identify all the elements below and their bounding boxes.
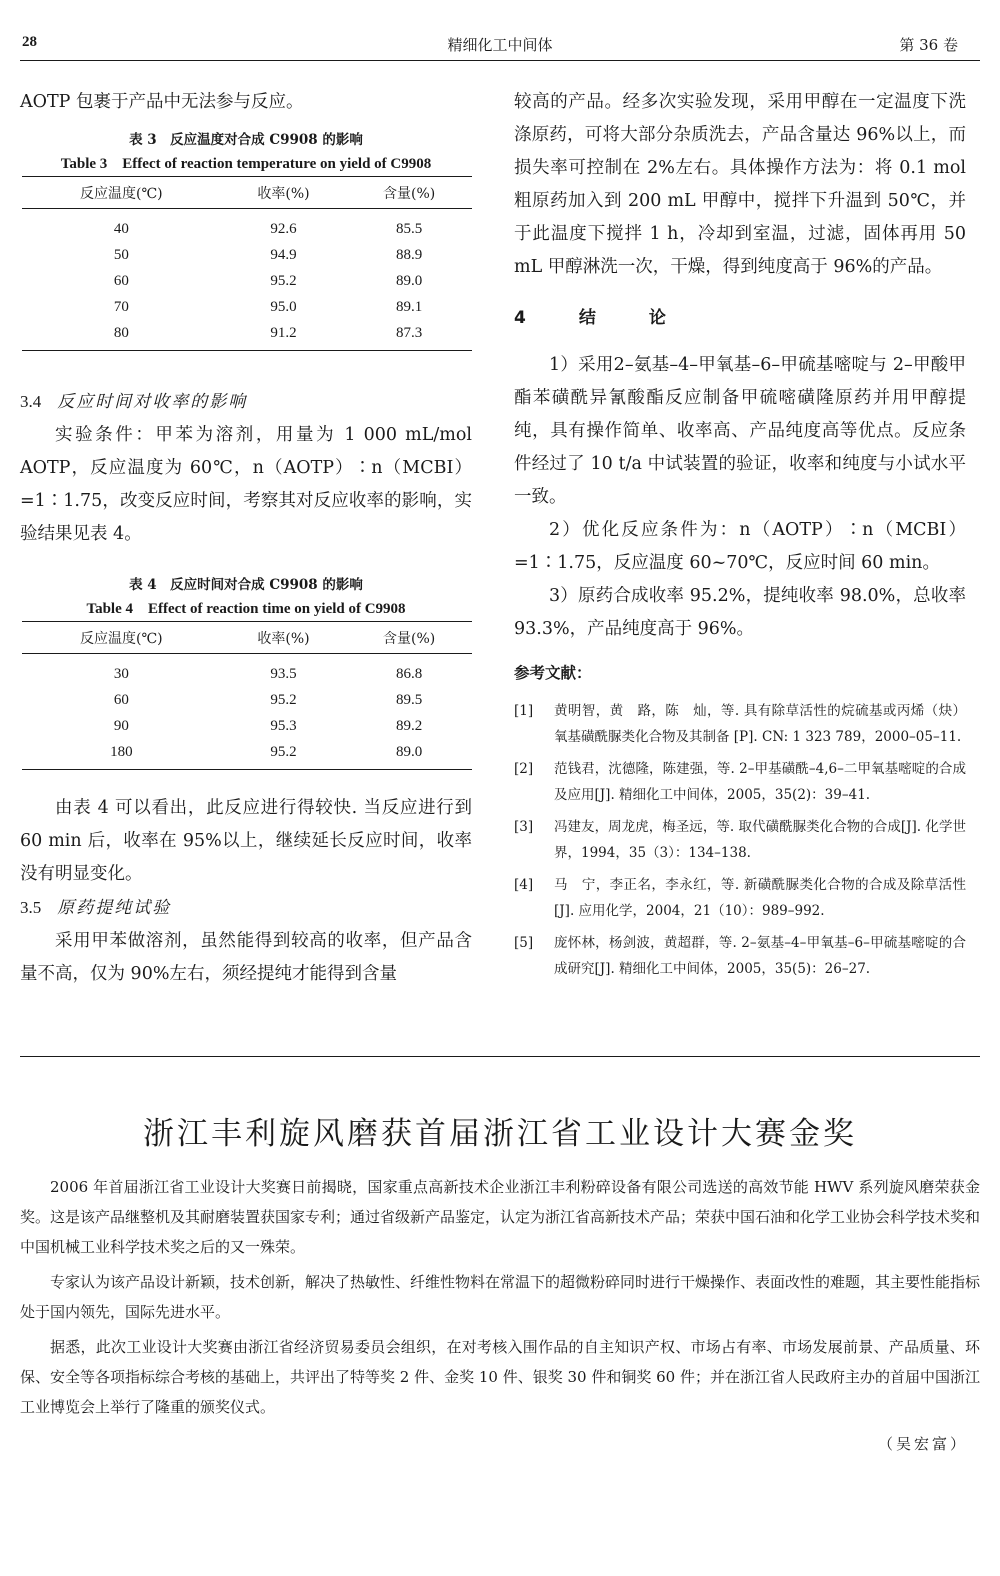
table3-header-temp: 反应温度(℃) [22,177,221,209]
table-cell: 90 [113,718,129,734]
table-cell: 89.0 [346,740,472,770]
section-3-5-number: 3.5 [20,898,42,917]
section-3-4-body: 实验条件：甲苯为溶剂，用量为 1 000 mL/mol AOTP，反应温度为 60℃，n（AOTP）∶n（MCBI）=1∶1.75，改变反应时间，考察其对反应收率的影响，实验结果见表 4。 [20,425,472,544]
conclusion-heading: 4 结 论 [514,308,684,328]
table-cell: 70 [113,299,129,315]
table-row [22,269,472,295]
reference-item [514,930,966,982]
section-3-4-number: 3.4 [20,392,42,411]
news-paragraph-3: 据悉，此次工业设计大奖赛由浙江省经济贸易委员会组织，在对考核入围作品的自主知识产权、市场占有率、市场发展前景、产品质量、环保、安全等各项指标综合考核的基础上，共评出了特等奖 2 件、金奖 10 件、银奖 30 件和铜奖 60 件；并在浙江省人民政府主办的首届中国浙江工业博览会上举行了隆重的颁奖仪式。 [20,1338,980,1416]
table-row [22,209,472,243]
table-cell: 95.0 [270,299,297,315]
table3-header-row [22,177,472,209]
reference-number: [3] [514,819,534,835]
conclusion-item-1: 1）采用2–氨基–4–甲氧基–6–甲硫基嘧啶与 2–甲酸甲酯苯磺酰异氰酸酯反应制备甲硫嘧磺隆原药并用甲醇提纯，具有操作简单、收率高、产品纯度高等优点。反应条件经过了 10 t/a 中试装置的验证，收率和纯度与小试水平一致。 [514,355,966,507]
conclusion-item-2: 2）优化反应条件为：n（AOTP）∶n（MCBI）=1∶1.75，反应温度 60~70℃，反应时间 60 min。 [514,520,966,573]
reference-item [514,814,966,866]
table-cell: 92.6 [270,221,297,238]
table-row [22,654,472,688]
table-cell: 95.3 [270,718,297,734]
page-number: 28 [22,34,37,50]
table4 [22,621,472,770]
table4-header-content: 含量(%) [346,622,472,654]
table-cell: 87.3 [346,321,472,351]
table-cell: 95.2 [270,273,297,289]
intro-line: AOTP 包裹于产品中无法参与反应。 [20,92,304,112]
table-cell: 95.2 [270,692,297,708]
table-cell: 89.1 [396,299,423,315]
reference-text: 范钱君，沈德隆，陈建强，等. 2–甲基磺酰–4,6–二甲氧基嘧啶的合成及应用[J]. 精细化工中间体，2005，35(2)：39–41. [554,761,966,803]
reference-text: 庞怀林，杨剑波，黄超群，等. 2–氨基–4–甲氧基–6–甲硫基嘧啶的合成研究[J]. 精细化工中间体，2005，35(5)：26–27. [554,935,966,977]
table3-caption-cn: 表 3 反应温度对合成 C9908 的影响 [129,132,363,148]
reference-number: [5] [514,935,534,951]
table-cell: 89.2 [396,718,423,734]
header-rule [20,60,980,61]
table-row [22,714,472,740]
table-cell: 60 [113,273,129,289]
section-3-5-heading [20,891,472,925]
table-row [22,243,472,269]
table-cell: 89.5 [396,692,423,708]
reference-item [514,756,966,808]
table3-header-content: 含量(%) [346,177,472,209]
table-cell: 86.8 [396,666,423,683]
table3-header-yield: 收率(%) [221,177,347,209]
reference-text: 黄明智，黄 路，陈 灿，等. 具有除草活性的烷硫基或丙烯（炔）氧基磺酰脲类化合物及其制备 [P]. CN: 1 323 789，2000–05–11. [554,703,966,745]
table4-caption-en: Table 4 Effect of reaction time on yield of C9908 [86,601,406,617]
section-3-4-title: 反应时间对收率的影响 [57,392,248,412]
table-cell: 94.9 [270,247,297,263]
table-cell: 91.2 [221,321,347,351]
table-cell: 180 [22,740,221,770]
references-heading: 参考文献： [514,664,592,682]
table3 [22,176,472,351]
reference-number: [4] [514,877,534,893]
table-cell: 93.5 [270,666,297,683]
section-divider [20,1056,980,1057]
conclusion-item-3: 3）原药合成收率 95.2%，提纯收率 98.0%，总收率 93.3%，产品纯度高于 96%。 [514,586,966,639]
section-3-4-heading [20,385,472,419]
table4-discussion: 由表 4 可以看出，此反应进行得较快. 当反应进行到 60 min 后，收率在 95%以上，继续延长反应时间，收率没有明显变化。 [20,798,472,884]
reference-item [514,872,966,924]
table-cell: 40 [113,221,129,238]
table-cell: 30 [113,666,129,683]
table-cell: 95.2 [221,740,347,770]
table-row [22,321,472,351]
table-row [22,295,472,321]
table-row [22,740,472,770]
reference-text: 冯建友，周龙虎，梅圣远，等. 取代磺酰脲类化合物的合成[J]. 化学世界，1994，35（3）：134–138. [554,819,966,861]
news-author: （吴宏富） [877,1435,968,1453]
news-paragraph-1: 2006 年首届浙江省工业设计大奖赛日前揭晓，国家重点高新技术企业浙江丰利粉碎设备有限公司选送的高效节能 HWV 系列旋风磨荣获金奖。这是该产品继整机及其耐磨装置获国家专利；通过省级新产品鉴定，认定为浙江省高新技术产品；荣获中国石油和化学工业协会科学技术奖和中国机械工业科学技术奖之后的又一殊荣。 [20,1178,981,1256]
table-cell: 88.9 [396,247,423,263]
table-row [22,688,472,714]
news-paragraph-2: 专家认为该产品设计新颖，技术创新，解决了热敏性、纤维性物料在常温下的超微粉碎同时进行干燥操作、表面改性的难题，其主要性能指标处于国内领先，国际先进水平。 [20,1273,981,1321]
reference-item [514,698,966,750]
news-title: 浙江丰利旋风磨获首届浙江省工业设计大赛金奖 [143,1116,857,1152]
reference-number: [1] [514,703,534,719]
table4-header-temp: 反应温度(℃) [22,622,221,654]
news-body [20,1172,980,1427]
purification-continued: 较高的产品。经多次实验发现，采用甲醇在一定温度下洗涤原药，可将大部分杂质洗去，产品含量达 96%以上，而损失率可控制在 2%左右。具体操作方法为：将 0.1 mol 粗原药加入到 200 mL 甲醇中，搅拌下升温到 50℃，并于此温度下搅拌 1 h，冷却到室温，过滤，固体再用 50 mL 甲醇淋洗一次，干燥，得到纯度高于 96%的产品。 [514,92,966,277]
table-cell: 60 [113,692,129,708]
table4-caption-cn: 表 4 反应时间对合成 C9908 的影响 [129,577,363,593]
reference-number: [2] [514,761,534,777]
table-cell: 50 [113,247,129,263]
volume-label: 第 36 卷 [899,36,958,54]
journal-title: 精细化工中间体 [447,36,553,54]
table-cell: 89.0 [396,273,423,289]
section-3-5-body: 采用甲苯做溶剂，虽然能得到较高的收率，但产品含量不高，仅为 90%左右，须经提纯才能得到含量 [20,931,472,984]
table3-caption-en: Table 3 Effect of reaction temperature on yield of C9908 [60,156,432,172]
reference-text: 马 宁，李正名，李永红，等. 新磺酰脲类化合物的合成及除草活性[J]. 应用化学，2004，21（10）：989–992. [554,877,966,919]
left-column [20,86,472,991]
table-cell: 80 [22,321,221,351]
right-column [514,86,966,988]
table4-header-yield: 收率(%) [221,622,347,654]
section-3-5-title: 原药提纯试验 [57,898,172,918]
table4-header-row [22,622,472,654]
running-header [20,30,980,58]
table-cell: 85.5 [396,221,423,238]
